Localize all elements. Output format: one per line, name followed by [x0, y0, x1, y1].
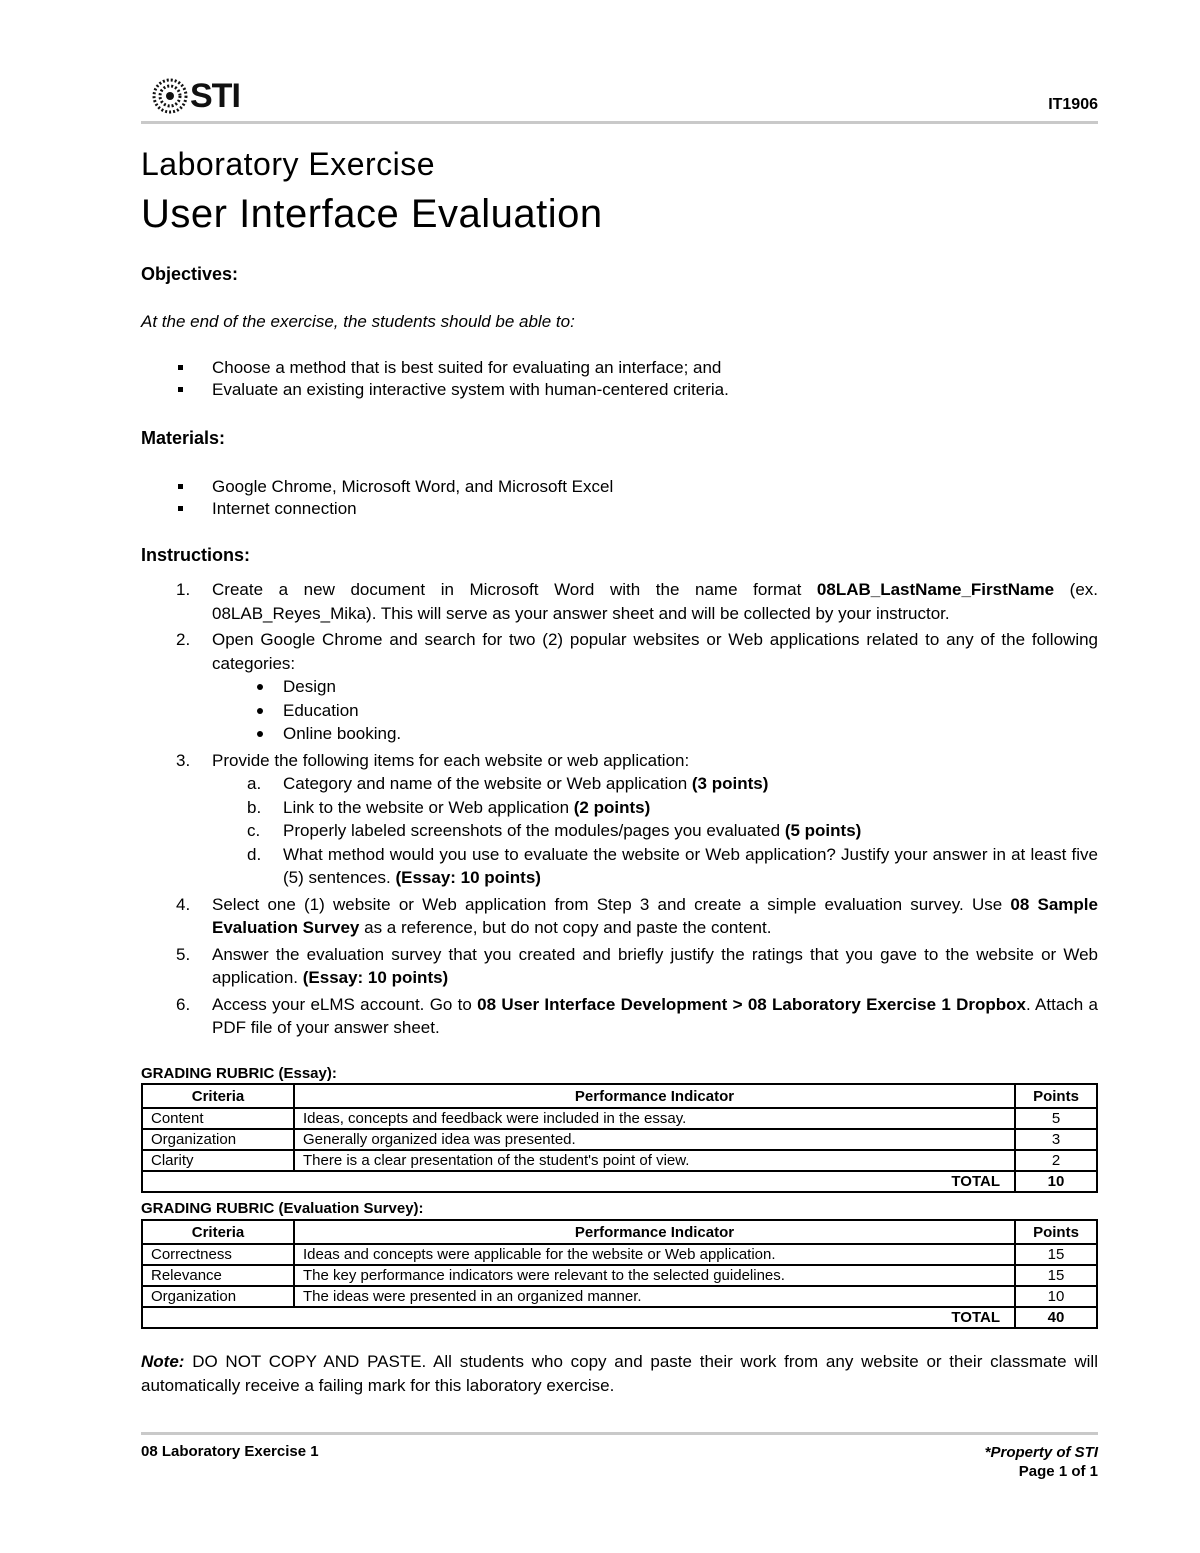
points-cell: 3 — [1015, 1129, 1097, 1150]
step-number: 1. — [176, 580, 191, 599]
instruction-step-2 — [141, 628, 1098, 746]
table-row — [142, 1129, 1097, 1150]
step-text: Open Google Chrome and search for two (2) popular websites or Web applications related to any of the following categories: — [212, 630, 1098, 673]
objectives-intro: At the end of the exercise, the students should be able to: — [141, 312, 575, 331]
indicator-cell: The key performance indicators were relevant to the selected guidelines. — [294, 1265, 1015, 1286]
logo-text: STI — [190, 76, 240, 115]
requirement-item — [212, 819, 1098, 843]
header-rule — [141, 121, 1098, 124]
criteria-cell: Content — [142, 1108, 294, 1129]
criteria-cell: Clarity — [142, 1150, 294, 1171]
rubric-survey-label: GRADING RUBRIC (Evaluation Survey): — [141, 1200, 424, 1217]
total-label: TOTAL — [142, 1171, 1015, 1192]
column-header: Performance Indicator — [294, 1084, 1015, 1108]
column-header: Points — [1015, 1220, 1097, 1244]
rubric-survey-table — [141, 1219, 1098, 1329]
criteria-cell: Organization — [142, 1129, 294, 1150]
indicator-cell: Generally organized idea was presented. — [294, 1129, 1015, 1150]
reference-name: 08 Sample Evaluation Survey — [212, 894, 1098, 937]
requirement-item — [212, 772, 1098, 796]
requirement-text: Link to the website or Web application — [283, 797, 574, 817]
requirement-list — [212, 772, 1098, 890]
requirement-text: Properly labeled screenshots of the modules/pages you evaluated — [283, 821, 785, 840]
step-text: as a reference, but do not copy and paste the content. — [359, 918, 772, 937]
instructions-heading: Instructions: — [141, 545, 251, 565]
column-header: Criteria — [142, 1220, 294, 1244]
step-points: (Essay: 10 points) — [302, 968, 449, 987]
objectives-list — [141, 357, 729, 401]
footer-page-number: Page 1 of 1 — [1018, 1463, 1098, 1480]
criteria-cell: Organization — [142, 1286, 294, 1307]
category-list — [212, 675, 1098, 746]
step-number: 6. — [176, 994, 191, 1014]
requirement-points: (2 points) — [573, 797, 651, 817]
points-cell: 15 — [1015, 1244, 1097, 1265]
materials-list — [141, 476, 613, 520]
category-item: Online booking. — [212, 722, 1098, 746]
requirement-letter: a. — [247, 774, 262, 793]
indicator-cell: Ideas, concepts and feedback were included in the essay. — [294, 1108, 1015, 1129]
column-header: Criteria — [142, 1084, 294, 1108]
filename-format: 08LAB_LastName_FirstName — [816, 580, 1055, 599]
points-cell: 2 — [1015, 1150, 1097, 1171]
instruction-step-1 — [141, 578, 1098, 625]
sti-logo — [152, 78, 240, 114]
step-text: . Attach a PDF file of your answer sheet. — [212, 994, 1098, 1037]
criteria-cell: Relevance — [142, 1265, 294, 1286]
instruction-step-4 — [141, 893, 1098, 940]
requirement-item — [212, 843, 1098, 890]
materials-heading: Materials: — [141, 428, 226, 448]
course-code: IT1906 — [1048, 96, 1098, 113]
footer-document-name: 08 Laboratory Exercise 1 — [141, 1443, 319, 1460]
rubric-essay-label: GRADING RUBRIC (Essay): — [141, 1065, 337, 1082]
document-title: User Interface Evaluation — [141, 192, 603, 236]
table-row — [142, 1286, 1097, 1307]
requirement-points: (5 points) — [784, 821, 862, 840]
step-number: 3. — [176, 750, 191, 770]
requirement-points: (3 points) — [691, 774, 769, 793]
objective-item: Choose a method that is best suited for evaluating an interface; and — [141, 357, 729, 379]
step-text: Answer the evaluation survey that you created and briefly justify the ratings that you gave to the website or Web application. — [212, 944, 1098, 987]
table-header-row — [142, 1220, 1097, 1244]
instruction-step-6 — [141, 993, 1098, 1040]
step-text: Access your eLMS account. Go to — [212, 994, 478, 1014]
document-subtitle: Laboratory Exercise — [141, 146, 436, 182]
table-row — [142, 1244, 1097, 1265]
indicator-cell: There is a clear presentation of the student's point of view. — [294, 1150, 1015, 1171]
points-cell: 15 — [1015, 1265, 1097, 1286]
instruction-step-5 — [141, 943, 1098, 990]
requirement-item — [212, 796, 1098, 820]
indicator-cell: Ideas and concepts were applicable for the website or Web application. — [294, 1244, 1015, 1265]
total-value: 40 — [1015, 1307, 1097, 1328]
step-number: 2. — [176, 630, 191, 649]
objectives-heading: Objectives: — [141, 264, 239, 284]
requirement-letter: c. — [247, 821, 261, 840]
objective-item: Evaluate an existing interactive system with human-centered criteria. — [141, 379, 729, 401]
table-header-row — [142, 1084, 1097, 1108]
requirement-text: What method would you use to evaluate the website or Web application? Justify your answer in at least five (5) sentences. — [283, 844, 1098, 887]
note-text: DO NOT COPY AND PASTE. All students who copy and paste their work from any website or their classmate will automatically receive a failing mark for this laboratory exercise. — [141, 1352, 1098, 1395]
criteria-cell: Correctness — [142, 1244, 294, 1265]
category-item: Education — [212, 699, 1098, 723]
indicator-cell: The ideas were presented in an organized manner. — [294, 1286, 1015, 1307]
step-text: Select one (1) website or Web application from Step 3 and create a simple evaluation survey. Use — [212, 894, 1011, 914]
table-row — [142, 1150, 1097, 1171]
material-item: Internet connection — [141, 498, 613, 520]
footer-property: *Property of STI — [984, 1444, 1098, 1461]
column-header: Points — [1015, 1084, 1097, 1108]
requirement-letter: b. — [247, 797, 262, 817]
step-text: (ex. 08LAB_Reyes_Mika). This will serve as your answer sheet and will be collected by your instructor. — [212, 580, 1098, 623]
requirement-text: Category and name of the website or Web application — [283, 774, 692, 793]
points-cell: 5 — [1015, 1108, 1097, 1129]
footer-right — [985, 1443, 1098, 1481]
column-header: Performance Indicator — [294, 1220, 1015, 1244]
step-text: Create a new document in Microsoft Word with the name format — [212, 580, 817, 599]
step-number: 5. — [176, 944, 191, 964]
rubric-essay-table — [141, 1083, 1098, 1193]
requirement-points: (Essay: 10 points) — [395, 868, 541, 887]
table-total-row — [142, 1307, 1097, 1328]
instruction-step-3 — [141, 749, 1098, 890]
table-total-row — [142, 1171, 1097, 1192]
dropbox-path: 08 User Interface Development > 08 Laboratory Exercise 1 Dropbox — [477, 994, 1026, 1014]
step-text: Provide the following items for each website or web application: — [212, 750, 690, 770]
table-row — [142, 1108, 1097, 1129]
warning-note — [141, 1350, 1098, 1397]
step-number: 4. — [176, 894, 191, 914]
table-row — [142, 1265, 1097, 1286]
material-item: Google Chrome, Microsoft Word, and Microsoft Excel — [141, 476, 613, 498]
requirement-letter: d. — [247, 844, 262, 864]
footer-rule — [141, 1432, 1098, 1435]
total-label: TOTAL — [142, 1307, 1015, 1328]
sti-logo-icon — [152, 78, 188, 114]
points-cell: 10 — [1015, 1286, 1097, 1307]
category-item: Design — [212, 675, 1098, 699]
total-value: 10 — [1015, 1171, 1097, 1192]
note-label: Note: — [141, 1352, 185, 1371]
instructions-list — [141, 578, 1098, 1043]
